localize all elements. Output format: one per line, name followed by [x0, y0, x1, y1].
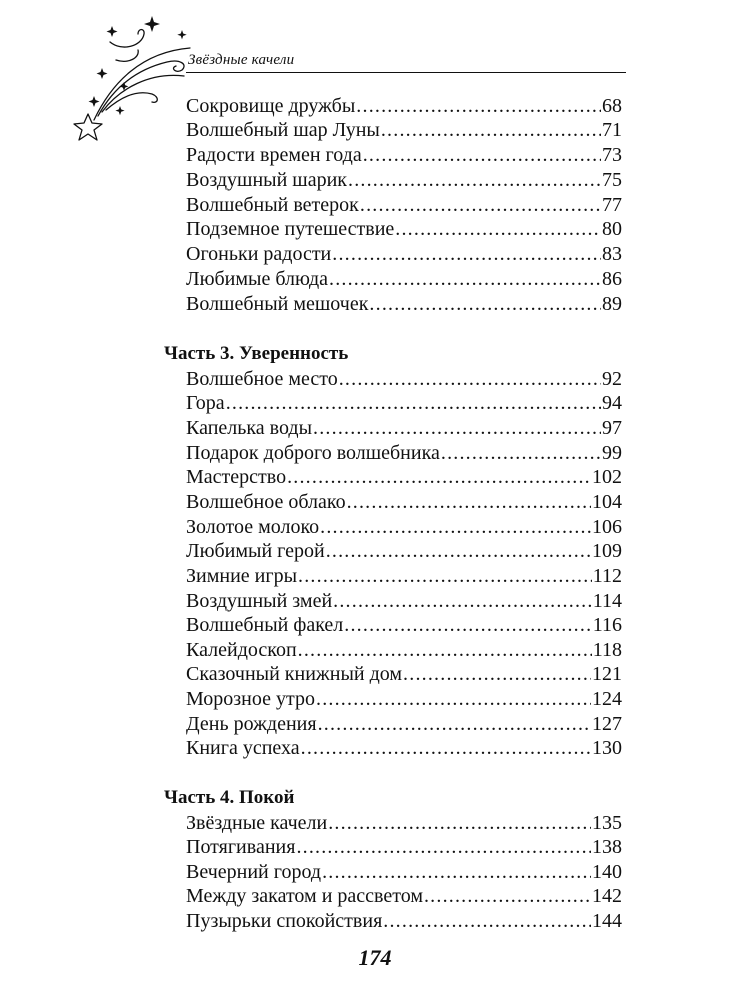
toc-entry-page: 75	[602, 169, 622, 191]
dot-leader	[441, 441, 601, 465]
toc-entry-page: 99	[602, 442, 622, 464]
toc-entry	[186, 143, 622, 167]
dot-leader	[320, 515, 591, 539]
dot-leader	[322, 860, 591, 884]
toc-entry-page: 109	[592, 540, 622, 562]
toc-entry-page: 121	[592, 663, 622, 685]
toc-entry-title: Калейдоскоп	[186, 639, 297, 661]
toc-entry-title: Пузырьки спокойствия	[186, 910, 383, 932]
dot-leader	[348, 168, 601, 192]
toc-entry-page: 127	[592, 713, 622, 735]
toc-entry-title: Золотое молоко	[186, 516, 320, 538]
toc-entry-title: Воздушный шарик	[186, 169, 347, 191]
toc-entry-page: 86	[602, 268, 622, 290]
toc-entry	[186, 589, 622, 613]
toc-entry-page: 114	[592, 590, 622, 612]
dot-leader	[363, 143, 601, 167]
page-number: 174	[358, 945, 392, 970]
toc-entry	[186, 736, 622, 760]
toc-entry-title: Любимый герой	[186, 540, 325, 562]
dot-leader	[318, 712, 591, 736]
toc-entry-title: Вечерний город	[186, 861, 322, 883]
dot-leader	[313, 416, 601, 440]
dot-leader	[333, 589, 592, 613]
toc-entry-title: Волшебный факел	[186, 614, 344, 636]
toc-entry-page: 118	[592, 639, 622, 661]
dot-leader	[347, 490, 591, 514]
toc-entry	[186, 292, 622, 316]
toc-entry-title: Волшебное облако	[186, 491, 346, 513]
toc-entry-page: 102	[592, 466, 622, 488]
dot-leader	[329, 267, 601, 291]
toc-entry	[186, 539, 622, 563]
toc-entry-page: 140	[592, 861, 622, 883]
dot-leader	[344, 613, 591, 637]
toc-entry-page: 97	[602, 417, 622, 439]
dot-leader	[395, 217, 601, 241]
header-rule	[186, 72, 626, 73]
toc-entry-title: Мастерство	[186, 466, 287, 488]
toc-entry	[186, 242, 622, 266]
dot-leader	[360, 193, 601, 217]
toc-entry-title: Огоньки радости	[186, 243, 332, 265]
toc-entry	[186, 118, 622, 142]
dot-leader	[403, 662, 591, 686]
toc-entry	[186, 168, 622, 192]
toc-entry-page: 73	[602, 144, 622, 166]
toc-entry-title: Сокровище дружбы	[186, 95, 356, 117]
dot-leader	[381, 118, 601, 142]
toc-entry	[186, 416, 622, 440]
toc-entry-page: 124	[592, 688, 622, 710]
toc-entry-page: 83	[602, 243, 622, 265]
toc-entry-title: Любимые блюда	[186, 268, 328, 290]
toc-entry	[186, 884, 622, 908]
toc-entry	[186, 835, 622, 859]
toc-entry	[186, 712, 622, 736]
toc-entry-title: День рождения	[186, 713, 317, 735]
toc-entry	[186, 515, 622, 539]
toc-entry-page: 80	[602, 218, 622, 240]
toc-entry	[186, 687, 622, 711]
toc-entry	[186, 391, 622, 415]
toc-entry-title: Волшебный ветерок	[186, 194, 359, 216]
toc-entry-page: 71	[602, 119, 622, 141]
toc-entry-page: 89	[602, 293, 622, 315]
toc-entry	[186, 860, 622, 884]
toc-entry-title: Капелька воды	[186, 417, 313, 439]
toc-entry-title: Морозное утро	[186, 688, 315, 710]
dot-leader	[424, 884, 591, 908]
part-3-heading: Часть 3. Уверенность	[164, 343, 349, 364]
toc-entry-title: Звёздные качели	[186, 812, 328, 834]
shooting-stars-swirl-icon	[72, 12, 202, 142]
dot-leader	[226, 391, 601, 415]
toc-entry-title: Подземное путешествие	[186, 218, 395, 240]
dot-leader	[298, 564, 592, 588]
toc-entry-page: 106	[592, 516, 622, 538]
toc-entry	[186, 662, 622, 686]
dot-leader	[332, 242, 601, 266]
toc-entry-page: 94	[602, 392, 622, 414]
toc-entry-title: Книга успеха	[186, 737, 300, 759]
dot-leader	[301, 736, 591, 760]
dot-leader	[316, 687, 591, 711]
toc-entry-title: Волшебный шар Луны	[186, 119, 380, 141]
dot-leader	[383, 909, 591, 933]
toc-entry-title: Радости времен года	[186, 144, 362, 166]
toc-entry-page: 77	[602, 194, 622, 216]
dot-leader	[328, 811, 591, 835]
toc-entry-title: Волшебное место	[186, 368, 338, 390]
toc-entry-title: Зимние игры	[186, 565, 298, 587]
toc-entry-page: 130	[592, 737, 622, 759]
toc-entry-title: Потягивания	[186, 836, 296, 858]
toc-entry-page: 92	[602, 368, 622, 390]
dot-leader	[326, 539, 591, 563]
dot-leader	[296, 835, 591, 859]
toc-entry-page: 144	[592, 910, 622, 932]
toc-entry	[186, 267, 622, 291]
toc-entry-page: 116	[592, 614, 622, 636]
toc-entry-title: Воздушный змей	[186, 590, 333, 612]
toc-entry	[186, 217, 622, 241]
toc-entry-page: 104	[592, 491, 622, 513]
toc-entry	[186, 638, 622, 662]
toc-entry-title: Сказочный книжный дом	[186, 663, 403, 685]
toc-entry-page: 142	[592, 885, 622, 907]
toc-entry	[186, 441, 622, 465]
dot-leader	[298, 638, 592, 662]
toc-entry-page: 135	[592, 812, 622, 834]
toc-entry-page: 138	[592, 836, 622, 858]
toc-entry	[186, 490, 622, 514]
toc-entry-title: Волшебный мешочек	[186, 293, 369, 315]
dot-leader	[369, 292, 601, 316]
part-4-heading: Часть 4. Покой	[164, 787, 295, 808]
toc-entry	[186, 465, 622, 489]
toc-entry	[186, 94, 622, 118]
toc-entry	[186, 811, 622, 835]
toc-entry-title: Подарок доброго волшебника	[186, 442, 440, 464]
toc-entry	[186, 909, 622, 933]
toc-entry-page: 112	[592, 565, 622, 587]
toc-entry-page: 68	[602, 95, 622, 117]
toc-entry	[186, 193, 622, 217]
dot-leader	[339, 367, 601, 391]
toc-entry-title: Гора	[186, 392, 225, 414]
toc-entry	[186, 613, 622, 637]
toc-entry	[186, 367, 622, 391]
toc-entry	[186, 564, 622, 588]
dot-leader	[287, 465, 591, 489]
running-head-title: Звёздные качели	[188, 52, 295, 68]
toc-entry-title: Между закатом и рассветом	[186, 885, 423, 907]
dot-leader	[356, 94, 601, 118]
